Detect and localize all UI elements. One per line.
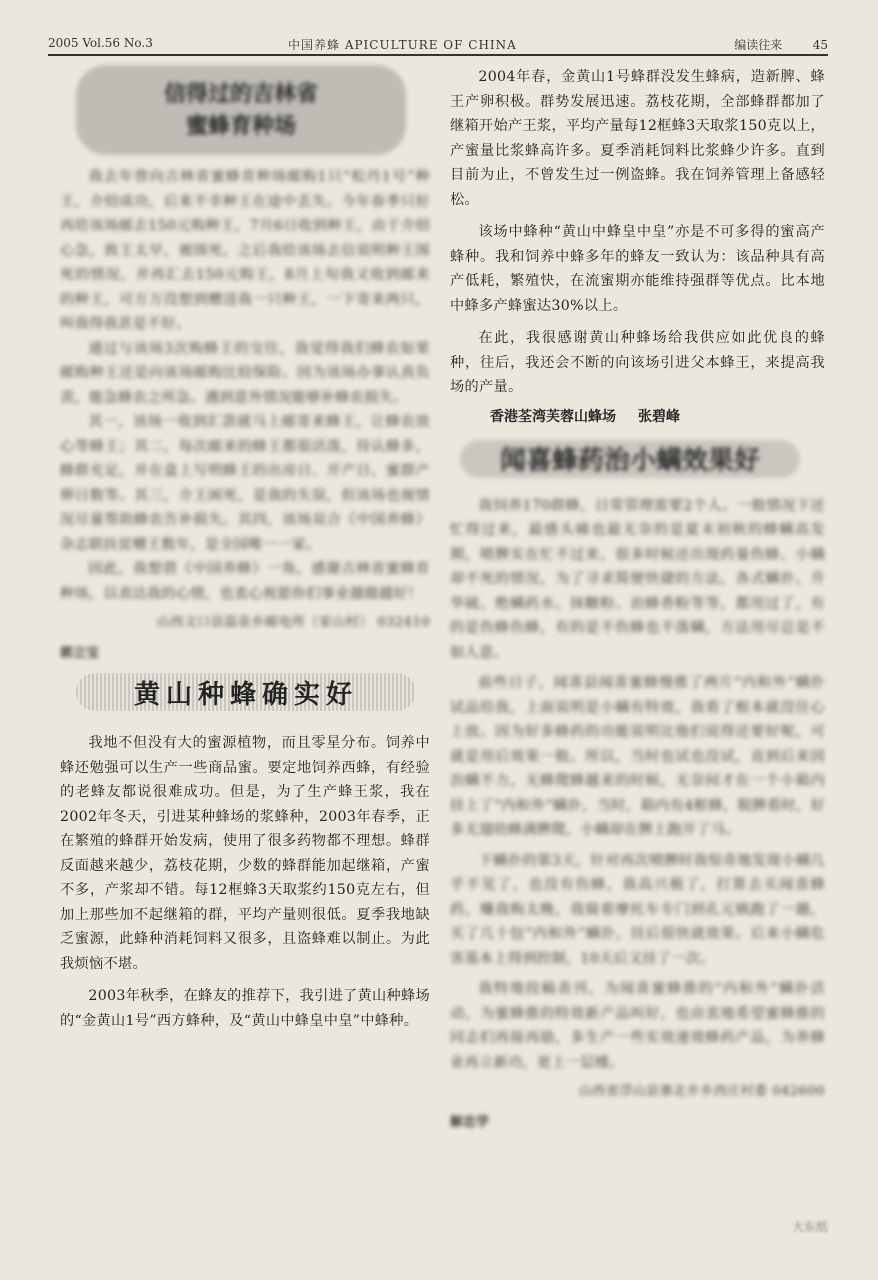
article1-title-banner [76, 65, 406, 155]
article3-author: 解忠学 [450, 1115, 490, 1130]
article1-signature: 山西文口县温泉乡邮电所（家山村） 032410 [156, 615, 430, 630]
right-column [450, 65, 825, 1130]
article2-paragraph: 2004年春，金黄山1号蜂群没发生蜂病，造新脾、蜂王产卵积极。群势发展迅速。荔枝花期，全部蜂群都加了继箱开始产王浆，平均产量每12框蜂3天取浆150克以上，产蜜量比浆蜂高许多。夏季消耗饲料比浆蜂少许多。直到目前为止，不曾发生过一例盗蜂。我在饲养管理上备感轻松。 [450, 69, 825, 208]
article1-author: 郭立宝 [60, 646, 100, 661]
article2-paragraph: 2003年秋季，在蜂友的推荐下，我引进了黄山种蜂场的“金黄山1号”西方蜂种，及“黄山中蜂皇中皇”中蜂种。 [60, 988, 430, 1029]
header-rule [48, 54, 828, 56]
article1-title-line1: 信得过的吉林省 [163, 81, 318, 107]
article3-body [450, 494, 825, 1131]
article3-title-banner: 闻喜蜂药治小螨效果好 [460, 440, 800, 478]
article3-paragraph: 前些日子，闻喜县闻喜蜜蜂慢推了两片“内和外”螨扑试品给我，上面说明是小螨有特效，我看了根本就没往心上放。因为好多蜂药的功能说明比他们说得还要好呢，可就是用后效果一般。所以，当时也试也没试，直到后来因治螨不力，无蜂爬蜂越来的时候，无奈间才在一个小箱内挂上了“内和外”螨扑，当时，箱内有4框蜂，脱脾看时，好多无翅幼蜂满脾爬，小螨却在脾上跑开了马。 [450, 675, 825, 838]
article1-paragraph: 其一，该场一收到汇款就马上邮寄来蜂王，让蜂农放心等蜂王；其二，每次邮来的蜂王都很活泼，待认蜂多，蜂群充足，并在盒上写明蜂王的出房日、开产日、蜜群产卵日数等。其三，介王困死，是我的失误，但该场也视情况尽量帮助蜂农告补损失。其四，该场双合《中国养蜂》杂志联扶贫赠王数年，是全国唯一一家。 [60, 414, 430, 553]
page-number: 45 [812, 38, 828, 52]
footer-stamp: 大东纸 [791, 1220, 828, 1234]
article2-body-right [450, 65, 825, 426]
article2-paragraph: 我地不但没有大的蜜源植物，而且零星分布。饲养中蜂还勉强可以生产一些商品蜜。要定地饲养西蜂，有经验的老蜂友都说很难成功。但是，为了生产蜂王浆，我在2002年冬天，引进某种蜂场的浆蜂种，2003年春季，正在繁殖的蜂群开始发病，使用了很多药物都不理想。蜂群反面越来越少，荔枝花期，少数的蜂群能加起继箱，产蜜不多，产浆却不错。每12框蜂3天取浆约150克左右，但加上那些加不起继箱的群，平均产量则很低。夏季我地缺乏蜜源，此蜂种消耗饲料又很多，且盗蜂难以制止。为此我烦恼不堪。 [60, 735, 430, 972]
article2-paragraph: 该场中蜂种“黄山中蜂皇中皇”亦是不可多得的蜜高产蜂种。我和饲养中蜂多年的蜂友一致认为：该品种具有高产低耗，繁殖快，在流蜜期亦能维持强群等优点。比本地中蜂多产蜂蜜达30%以上。 [450, 224, 825, 314]
section-and-page [734, 36, 828, 53]
article3-paragraph: 我特地投稿表刊，为闻喜蜜蜂推的“内和外”螨扑活动，为蜜蜂推的特效新产品叫好，也由衷地希望蜜蜂推的同志们再接再励，多生产一些实效速效蜂药产品，为养蜂业再立新功，更上一层楼。 [450, 981, 825, 1071]
article1-paragraph: 我去年曾向吉林省蜜蜂育种场邮购1只“松丹1号”种王，介绍成功，后来不幸种王在途中丢失。今年春季只好再给该场邮去150元购种王，7月6日收到种王，由于介绍心急，致王太早，被围死。之后我给该场去信说明种王围死的情况，并再汇去150元购王，8月上旬我又收到邮来的种王，可万万没想到赠送我一只种王，一下寄来两只，叫我得我甚是不好。 [60, 169, 430, 332]
journal-name: 中国养蜂 APICULTURE OF CHINA [288, 38, 517, 52]
article3-signature: 山西省浮山县寨北乡乡西庄村委 042600 [578, 1084, 825, 1099]
article1-body [60, 165, 430, 661]
article2-signature-place: 香港荃湾芙蓉山蜂场 [490, 408, 616, 425]
left-column [60, 65, 430, 1033]
article2-title-banner: 黄山种蜂确实好 [76, 673, 416, 711]
article3-paragraph: 下螨扑的第3天，针对再次喷脾时我惊奇地发现小螨几乎不见了，也没有伤蜂，我高兴极了，打算去买闻喜蜂药，赚我购太晚，我骑着摩托车专门到孔元镇跑了一趟，买了几十包“内和外”螨扑，挂后很快就效果。后来小螨危害基本上得到控制，10天后又挂了一次。 [450, 852, 825, 967]
article1-paragraph: 通过与该场3次购蜂王的交往，我觉得我们蜂农如果邮购种王还是向该场邮购比较保险。因为该场办事认真负责，能急蜂农之所急。遇到意外情况能够补蜂农损失。 [60, 340, 430, 406]
issue-info: 2005 Vol.56 No.3 [48, 36, 153, 50]
section-name: 编读往来 [734, 38, 783, 52]
article3-paragraph: 我饲养170群蜂，日常管理需要2个人。一般情况下还忙得过来，最感头痛也最无奈的是夏末初秋的蜂螨高发期，喷脾实在忙不过来，很多时候还出现药量伤蜂、小螨却不死的情况，为了寻求简便快捷的方法，各式螨扑、升华硫、绝螨药水、抹糖粉、治蜂香粉等等，都用过了，有的是伤蜂伤蜂，有的是不伤蜂也不落螨，方法用尽总是不如人意。 [450, 497, 825, 661]
article2-paragraph: 在此，我很感谢黄山种蜂场给我供应如此优良的蜂种，往后，我还会不断的向该场引进父本蜂王，来提高我场的产量。 [450, 330, 825, 395]
article1-paragraph: 因此，我想借《中国养蜂》一角，感谢吉林省蜜蜂育种场，以表达我的心情，也衷心祝愿你们事业越做越好！ [60, 561, 430, 602]
article2-body-left [60, 731, 430, 1033]
article2-signature-name: 张碧峰 [638, 408, 680, 425]
article1-title-line2: 蜜蜂育种场 [185, 113, 296, 139]
article2-signature [490, 406, 825, 426]
